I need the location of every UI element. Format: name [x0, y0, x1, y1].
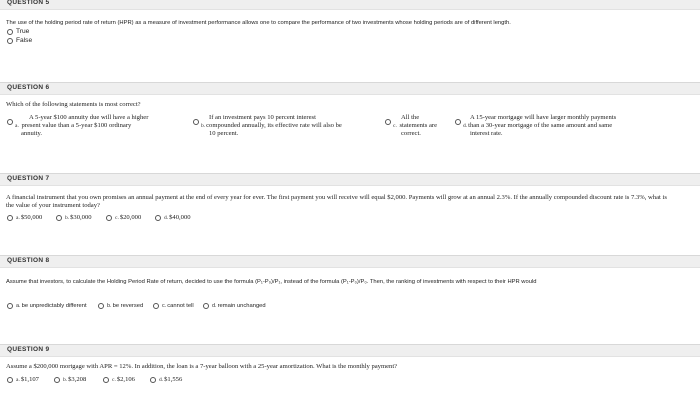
question-9-text: Assume a $200,000 mortgage with APR = 12%. In addition, the loan is a 7-year balloon with a 25-year amortization. What is the monthly payment? — [6, 363, 398, 370]
radio-button[interactable] — [7, 119, 13, 125]
q9-option-d[interactable]: d. $1,556 — [150, 376, 182, 384]
q9-option-b[interactable]: b. $3,208 — [54, 376, 86, 384]
radio-button[interactable] — [203, 303, 209, 309]
radio-button[interactable] — [7, 377, 13, 383]
radio-button[interactable] — [103, 377, 109, 383]
question-8-header: QUESTION 8 — [0, 255, 700, 268]
radio-button[interactable] — [54, 377, 60, 383]
radio-button[interactable] — [98, 303, 104, 309]
q9-option-c[interactable]: c. $2,106 — [103, 376, 135, 384]
q7-option-a[interactable]: a. $50,000 — [7, 214, 42, 222]
q5-option-false[interactable]: False — [7, 37, 32, 45]
radio-button[interactable] — [455, 119, 461, 125]
radio-button[interactable] — [106, 215, 112, 221]
q8-option-c[interactable]: c. cannot tell — [153, 302, 194, 310]
question-9-header: QUESTION 9 — [0, 344, 700, 357]
question-7-text: A financial instrument that you own promises an annual payment at the end of every year for ever. The first payment you will receive will equal $2,000. Payments will grow at an annual 2.3%. If the annually compounded discount rate is 7.3%, what is the value of your instrument today? — [6, 194, 667, 209]
radio-button[interactable] — [56, 215, 62, 221]
q9-option-a[interactable]: a. $1,107 — [7, 376, 39, 384]
radio-button[interactable] — [193, 119, 199, 125]
q8-option-b[interactable]: b. be reversed — [98, 302, 143, 310]
radio-button[interactable] — [150, 377, 156, 383]
radio-button[interactable] — [385, 119, 391, 125]
q7-option-c[interactable]: c. $20,000 — [106, 214, 141, 222]
q7-option-d[interactable]: d. $40,000 — [155, 214, 191, 222]
radio-button[interactable] — [7, 215, 13, 221]
q8-option-d[interactable]: d. remain unchanged — [203, 302, 266, 310]
q5-option-true[interactable]: True — [7, 28, 29, 36]
question-6-header: QUESTION 6 — [0, 82, 700, 95]
q8-option-a[interactable]: a. be unpredictably different — [7, 302, 87, 310]
question-8-text: Assume that investors, to calculate the Holding Period Rate of return, decided to use the formula (P₁-P₀)/P₁, instead of the formula (P₁-P₀)/P₀. Then, the ranking of investments with respect to their HPR would — [6, 279, 537, 285]
radio-button[interactable] — [7, 38, 13, 44]
radio-button[interactable] — [153, 303, 159, 309]
q7-option-b[interactable]: b. $30,000 — [56, 214, 92, 222]
question-5-text: The use of the holding period rate of return (HPR) as a measure of investment performance allows one to compare the performance of two investments whose holding periods are of different length. — [6, 20, 511, 26]
question-7-header: QUESTION 7 — [0, 173, 700, 186]
radio-button[interactable] — [155, 215, 161, 221]
radio-button[interactable] — [7, 303, 13, 309]
question-5-header: QUESTION 5 — [0, 0, 700, 10]
question-6-text: Which of the following statements is most correct? — [6, 101, 141, 108]
radio-button[interactable] — [7, 29, 13, 35]
